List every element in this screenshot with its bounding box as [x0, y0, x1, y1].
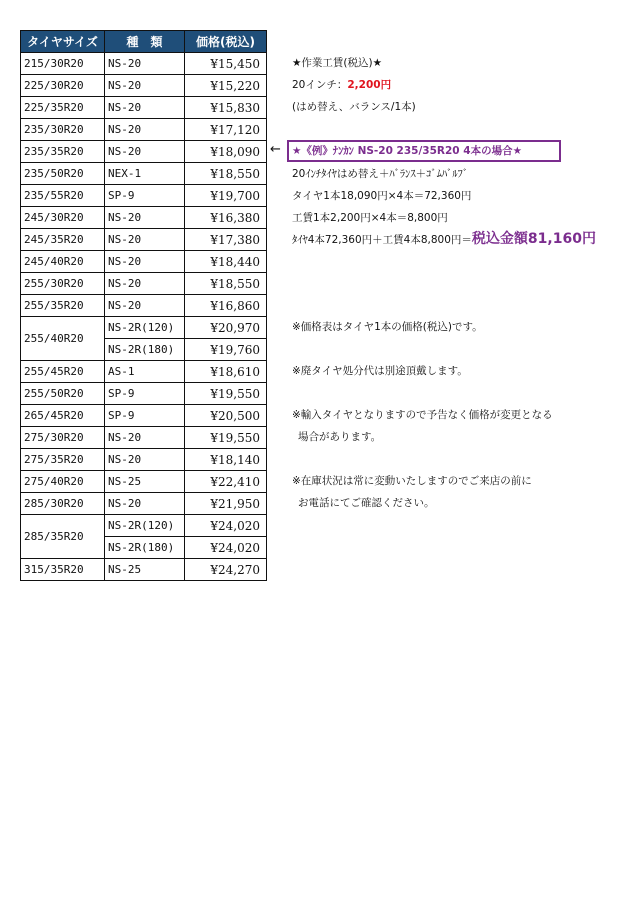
tire-price-cell: ¥22,410 [185, 471, 267, 493]
header-price: 価格(税込) [185, 31, 267, 53]
example-title-box: ★《例》ﾅﾝｶﾝ NS-20 235/35R20 4本の場合★ [287, 140, 561, 162]
table-row [21, 449, 267, 471]
tire-type-cell: NS-20 [105, 493, 185, 515]
tire-size-cell: 275/30R20 [21, 427, 105, 449]
tire-price-cell: ¥16,860 [185, 295, 267, 317]
tire-type-cell: NS-20 [105, 273, 185, 295]
tire-size-cell: 225/30R20 [21, 75, 105, 97]
tire-price-cell: ¥19,550 [185, 383, 267, 405]
tire-price-cell: ¥18,440 [185, 251, 267, 273]
tire-type-cell: NS-2R(120) [105, 317, 185, 339]
tire-size-cell: 255/40R20 [21, 317, 105, 361]
tire-price-cell: ¥24,020 [185, 515, 267, 537]
left-arrow-icon: ← [270, 142, 281, 157]
table-row [21, 141, 267, 163]
tire-size-cell: 215/30R20 [21, 53, 105, 75]
tire-type-cell: NEX-1 [105, 163, 185, 185]
labor-inch-label: 20インチ： [292, 79, 348, 91]
table-row [21, 383, 267, 405]
table-row [21, 317, 267, 339]
tire-size-cell: 265/45R20 [21, 405, 105, 427]
tire-type-cell: NS-20 [105, 141, 185, 163]
tire-type-cell: AS-1 [105, 361, 185, 383]
table-row [21, 405, 267, 427]
tire-price-cell: ¥17,380 [185, 229, 267, 251]
table-row [21, 559, 267, 581]
tire-price-cell: ¥18,140 [185, 449, 267, 471]
tire-price-cell: ¥18,550 [185, 163, 267, 185]
tire-type-cell: NS-2R(180) [105, 339, 185, 361]
tire-type-cell: SP-9 [105, 383, 185, 405]
table-row [21, 75, 267, 97]
tire-price-cell: ¥18,610 [185, 361, 267, 383]
tire-type-cell: NS-25 [105, 559, 185, 581]
tire-size-cell: 255/30R20 [21, 273, 105, 295]
note-price: ※価格表はタイヤ1本の価格(税込)です。 [292, 321, 483, 333]
table-row [21, 361, 267, 383]
table-body [21, 53, 267, 581]
tire-type-cell: SP-9 [105, 405, 185, 427]
tire-size-cell: 285/30R20 [21, 493, 105, 515]
table-row [21, 53, 267, 75]
tire-price-cell: ¥19,700 [185, 185, 267, 207]
tire-price-cell: ¥15,450 [185, 53, 267, 75]
tire-size-cell: 255/50R20 [21, 383, 105, 405]
table-row [21, 163, 267, 185]
tire-type-cell: NS-2R(120) [105, 515, 185, 537]
tire-type-cell: NS-20 [105, 229, 185, 251]
table-row [21, 295, 267, 317]
tire-price-cell: ¥18,090 [185, 141, 267, 163]
table-row [21, 119, 267, 141]
tire-type-cell: NS-20 [105, 251, 185, 273]
example-line-2: タイヤ1本18,090円×4本＝72,360円 [292, 190, 472, 202]
header-tire-size: タイヤサイズ [21, 31, 105, 53]
tire-size-cell: 235/35R20 [21, 141, 105, 163]
tire-type-cell: NS-25 [105, 471, 185, 493]
tire-size-cell: 275/35R20 [21, 449, 105, 471]
tire-price-cell: ¥17,120 [185, 119, 267, 141]
note-disposal: ※廃タイヤ処分代は別途頂戴します。 [292, 365, 468, 377]
tire-price-cell: ¥24,020 [185, 537, 267, 559]
tire-size-cell: 235/30R20 [21, 119, 105, 141]
table-row [21, 471, 267, 493]
tire-size-cell: 245/35R20 [21, 229, 105, 251]
tire-type-cell: SP-9 [105, 185, 185, 207]
note-stock-2: お電話にてご確認ください。 [298, 497, 435, 509]
tire-size-cell: 275/40R20 [21, 471, 105, 493]
tire-type-cell: NS-20 [105, 427, 185, 449]
tire-price-cell: ¥15,220 [185, 75, 267, 97]
example-total: 税込金額81,160円 [471, 231, 596, 247]
example-line-1: 20ｲﾝﾁﾀｲﾔはめ替え＋ﾊﾞﾗﾝｽ＋ｺﾞﾑﾊﾞﾙﾌﾞ [292, 168, 469, 180]
tire-size-cell: 255/35R20 [21, 295, 105, 317]
table-row [21, 427, 267, 449]
tire-size-cell: 235/50R20 [21, 163, 105, 185]
tire-type-cell: NS-20 [105, 449, 185, 471]
tire-price-cell: ¥20,970 [185, 317, 267, 339]
table-row [21, 185, 267, 207]
tire-type-cell: NS-20 [105, 53, 185, 75]
tire-price-cell: ¥19,760 [185, 339, 267, 361]
table-row [21, 515, 267, 537]
table-row [21, 97, 267, 119]
example-line-3: 工賃1本2,200円×4本＝8,800円 [292, 212, 448, 224]
labor-inch-price: 2,200円 [347, 79, 392, 91]
tire-size-cell: 225/35R20 [21, 97, 105, 119]
tire-price-cell: ¥16,380 [185, 207, 267, 229]
table-row [21, 273, 267, 295]
table-row [21, 229, 267, 251]
note-stock-1: ※在庫状況は常に変動いたしますのでご来店の前に [292, 475, 532, 487]
tire-price-cell: ¥19,550 [185, 427, 267, 449]
labor-price-line [292, 78, 391, 92]
header-type: 種 類 [105, 31, 185, 53]
example-line-4 [292, 232, 596, 247]
tire-price-cell: ¥21,950 [185, 493, 267, 515]
table-header-row [21, 31, 267, 53]
labor-title: ★作業工賃(税込)★ [292, 57, 383, 69]
tire-size-cell: 315/35R20 [21, 559, 105, 581]
tire-type-cell: NS-20 [105, 207, 185, 229]
example-line-4-prefix: ﾀｲﾔ4本72,360円＋工賃4本8,800円＝ [292, 234, 472, 246]
labor-detail: (はめ替え、バランス/1本) [292, 101, 416, 113]
tire-price-cell: ¥18,550 [185, 273, 267, 295]
table-row [21, 251, 267, 273]
tire-type-cell: NS-20 [105, 75, 185, 97]
tire-type-cell: NS-20 [105, 97, 185, 119]
table-row [21, 493, 267, 515]
note-import-2: 場合があります。 [298, 431, 382, 443]
tire-size-cell: 245/30R20 [21, 207, 105, 229]
tire-size-cell: 235/55R20 [21, 185, 105, 207]
tire-size-cell: 245/40R20 [21, 251, 105, 273]
tire-type-cell: NS-20 [105, 295, 185, 317]
tire-type-cell: NS-2R(180) [105, 537, 185, 559]
tire-size-cell: 285/35R20 [21, 515, 105, 559]
note-import-1: ※輸入タイヤとなりますので予告なく価格が変更となる [292, 409, 553, 421]
tire-type-cell: NS-20 [105, 119, 185, 141]
table-row [21, 207, 267, 229]
tire-price-cell: ¥20,500 [185, 405, 267, 427]
tire-price-cell: ¥15,830 [185, 97, 267, 119]
tire-price-cell: ¥24,270 [185, 559, 267, 581]
tire-size-cell: 255/45R20 [21, 361, 105, 383]
tire-price-table [20, 30, 267, 581]
